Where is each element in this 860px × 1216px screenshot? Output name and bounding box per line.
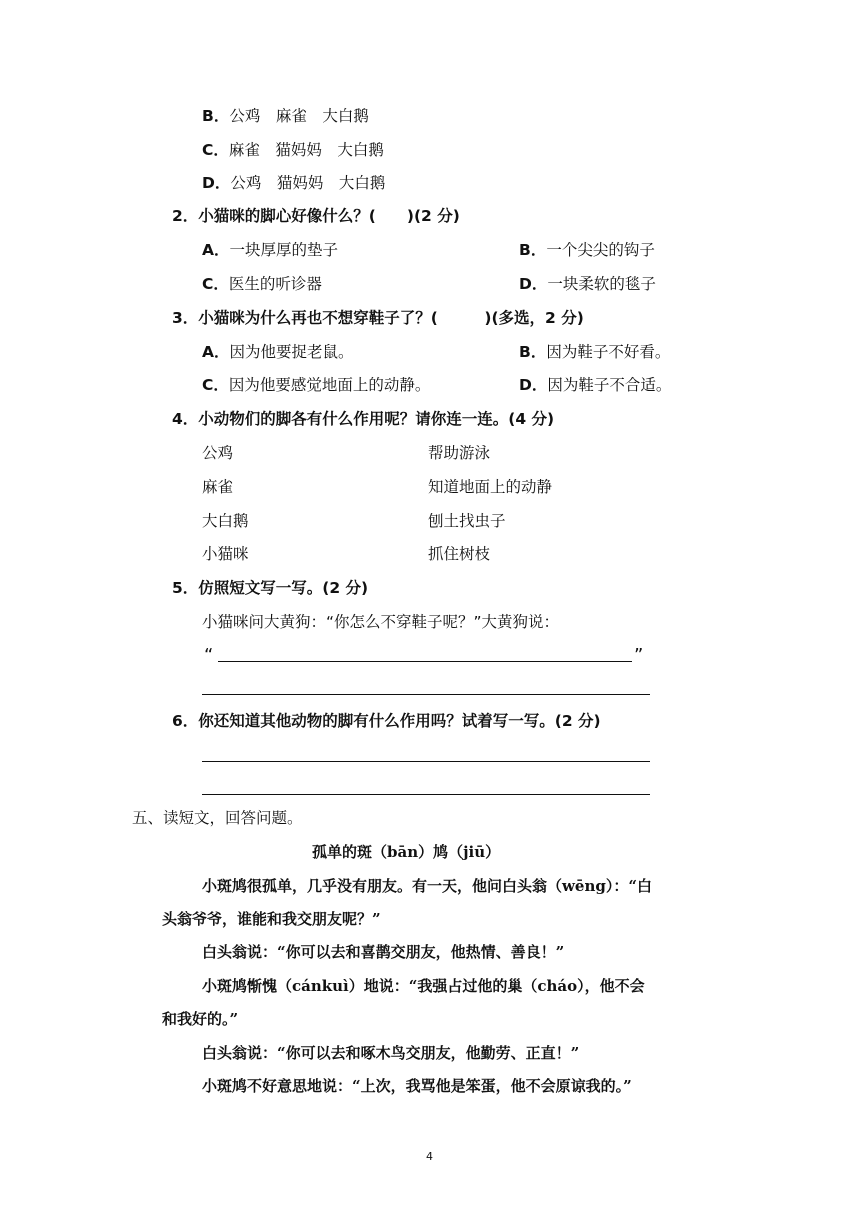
q2-option-b bbox=[519, 239, 655, 261]
passage-title: 孤单的斑（bān）鸠（jiū） bbox=[312, 843, 501, 861]
option-letter: D． bbox=[202, 174, 231, 192]
q1-option-b bbox=[202, 105, 369, 127]
passage-paragraph: 和我好的。” bbox=[162, 1010, 239, 1028]
q5-stem: 5．仿照短文写一写。(2 分) bbox=[172, 579, 369, 597]
option-text: 公鸡 猫妈妈 大白鹅 bbox=[230, 174, 386, 192]
q5-close-quote: ” bbox=[634, 645, 644, 666]
q4-left-item: 麻雀 bbox=[202, 478, 234, 496]
q5-answer-line-1[interactable] bbox=[218, 661, 632, 662]
option-text: 因为鞋子不好看。 bbox=[546, 343, 671, 361]
passage-paragraph: 头翁爷爷，谁能和我交朋友呢？” bbox=[162, 910, 381, 928]
option-text: 因为他要捉老鼠。 bbox=[229, 343, 354, 361]
passage-paragraph: 白头翁说：“你可以去和啄木鸟交朋友，他勤劳、正直！” bbox=[202, 1044, 580, 1062]
passage-paragraph: 小斑鸠惭愧（cánkuì）地说：“我强占过他的巢（cháo），他不会 bbox=[202, 977, 645, 995]
q3-stem: 3．小猫咪为什么再也不想穿鞋子了？( )(多选，2 分) bbox=[172, 309, 584, 327]
section-heading: 五、读短文，回答问题。 bbox=[132, 809, 303, 827]
option-text: 因为他要感觉地面上的动静。 bbox=[228, 376, 431, 394]
q4-right-item: 知道地面上的动静 bbox=[428, 478, 553, 496]
option-text: 麻雀 猫妈妈 大白鹅 bbox=[228, 141, 384, 159]
q3-option-d bbox=[519, 374, 671, 396]
q3-option-a bbox=[202, 341, 354, 363]
option-text: 医生的听诊器 bbox=[228, 275, 322, 293]
q4-right-item: 抓住树枝 bbox=[428, 545, 491, 563]
q5-prompt: 小猫咪问大黄狗：“你怎么不穿鞋子呢？”大黄狗说： bbox=[202, 613, 560, 631]
q1-option-d bbox=[202, 172, 385, 194]
q4-right-item: 帮助游泳 bbox=[428, 444, 491, 462]
passage-paragraph: 白头翁说：“你可以去和喜鹊交朋友，他热情、善良！” bbox=[202, 943, 565, 961]
q4-left-item: 大白鹅 bbox=[202, 512, 249, 530]
passage-paragraph: 小斑鸠很孤单，几乎没有朋友。有一天，他问白头翁（wēng）：“白 bbox=[202, 877, 652, 895]
option-letter: D． bbox=[519, 376, 548, 394]
q5-answer-line-2[interactable] bbox=[202, 694, 650, 695]
q2-stem: 2．小猫咪的脚心好像什么？( )(2 分) bbox=[172, 207, 460, 225]
q3-option-c bbox=[202, 374, 430, 396]
option-letter: A． bbox=[202, 241, 230, 259]
q4-left-item: 公鸡 bbox=[202, 444, 234, 462]
option-letter: A． bbox=[202, 343, 230, 361]
page-number: 4 bbox=[426, 1150, 433, 1163]
q4-left-item: 小猫咪 bbox=[202, 545, 249, 563]
option-text: 一块厚厚的垫子 bbox=[229, 241, 339, 259]
option-letter: C． bbox=[202, 376, 229, 394]
option-text: 一块柔软的毯子 bbox=[547, 275, 656, 293]
q6-answer-line-2[interactable] bbox=[202, 794, 650, 795]
q4-right-item: 刨土找虫子 bbox=[428, 512, 506, 530]
q2-option-c bbox=[202, 273, 322, 295]
q3-option-b bbox=[519, 341, 670, 363]
option-letter: B． bbox=[202, 107, 230, 125]
option-letter: D． bbox=[519, 275, 548, 293]
passage-paragraph: 小斑鸠不好意思地说：“上次，我骂他是笨蛋，他不会原谅我的。” bbox=[202, 1077, 632, 1095]
q2-option-a bbox=[202, 239, 338, 261]
q1-option-c bbox=[202, 139, 384, 161]
q4-stem: 4．小动物们的脚各有什么作用呢？请你连一连。(4 分) bbox=[172, 410, 555, 428]
option-letter: C． bbox=[202, 141, 229, 159]
q6-answer-line-1[interactable] bbox=[202, 761, 650, 762]
option-text: 公鸡 麻雀 大白鹅 bbox=[229, 107, 369, 125]
option-letter: B． bbox=[519, 241, 547, 259]
q6-stem: 6．你还知道其他动物的脚有什么作用吗？试着写一写。(2 分) bbox=[172, 712, 601, 730]
option-letter: C． bbox=[202, 275, 229, 293]
q5-open-quote: “ bbox=[204, 645, 214, 666]
option-text: 一个尖尖的钩子 bbox=[546, 241, 655, 259]
q2-option-d bbox=[519, 273, 656, 295]
option-letter: B． bbox=[519, 343, 547, 361]
option-text: 因为鞋子不合适。 bbox=[547, 376, 672, 394]
